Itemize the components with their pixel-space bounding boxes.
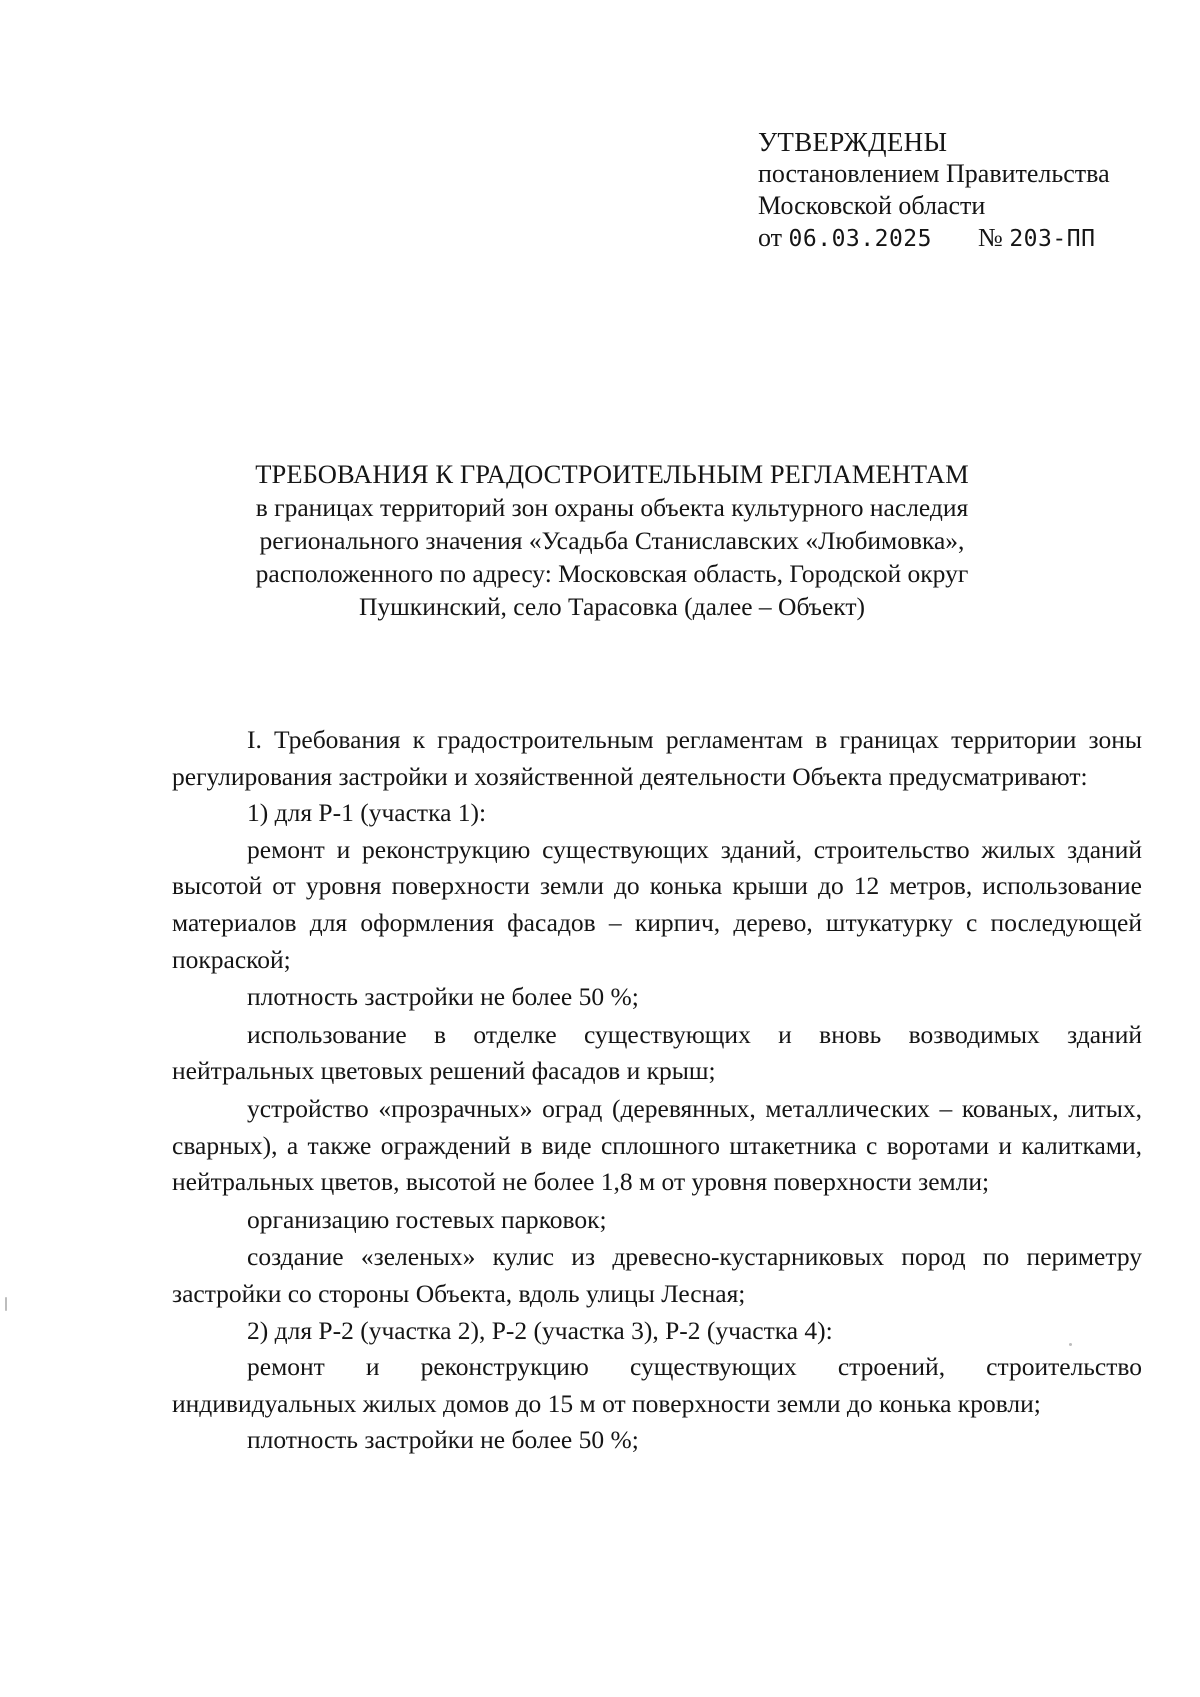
paragraph: плотность застройки не более 50 %;	[247, 1425, 639, 1455]
paragraph-section-1: I. Требования к градостроительным регламентам в границах территории зоны регулирования застройки и хозяйственной деятельности Объекта предусматривают:	[172, 725, 1142, 791]
date-prefix: от	[758, 223, 783, 252]
document-title	[220, 458, 1004, 623]
approval-date-line	[758, 222, 1158, 255]
approval-line-2: Московской области	[758, 191, 986, 220]
paragraph: ремонт и реконструкцию существующих строений, строительство индивидуальных жилых домов до 15 м от поверхности земли до конька кровли;	[172, 1352, 1142, 1418]
scan-speck	[5, 1297, 7, 1311]
paragraph-item-2: 2) для Р-2 (участка 2), Р-2 (участка 3), Р-2 (участка 4):	[247, 1315, 833, 1345]
paragraph-item-1: 1) для Р-1 (участка 1):	[247, 798, 487, 828]
title-line: расположенного по адресу: Московская область, Городской округ	[255, 559, 969, 588]
approval-heading: УТВЕРЖДЕНЫ	[758, 127, 948, 157]
paragraph: использование в отделке существующих и вновь возводимых зданий нейтральных цветовых решений фасадов и крыш;	[172, 1019, 1142, 1086]
approval-stamp	[758, 126, 1158, 255]
paragraph: плотность застройки не более 50 %;	[247, 982, 639, 1012]
paragraph: организацию гостевых парковок;	[247, 1204, 607, 1234]
document-body	[172, 722, 1142, 1459]
title-line: в границах территорий зон охраны объекта культурного наследия	[255, 493, 969, 522]
approval-date: 06.03.2025	[788, 226, 933, 252]
title-line: регионального значения «Усадьба Станиславских «Любимовка»,	[259, 526, 965, 555]
scan-speck	[1069, 1343, 1072, 1346]
approval-number: 203-ПП	[1009, 226, 1096, 252]
paragraph: создание «зеленых» кулис из древесно-кустарниковых пород по периметру застройки со стороны Объекта, вдоль улицы Лесная;	[172, 1242, 1142, 1308]
paragraph: ремонт и реконструкцию существующих зданий, строительство жилых зданий высотой от уровня поверхности земли до конька крыши до 12 метров, использование материалов для оформления фасадов – кирпич, дерево, штукатурку с последующей покраской;	[172, 834, 1142, 974]
paragraph: устройство «прозрачных» оград (деревянных, металлических – кованых, литых, сварных), а также ограждений в виде сплошного штакетника с воротами и калитками, нейтральных цветов, высотой не более 1,8 м от уровня поверхности земли;	[172, 1093, 1142, 1197]
number-sign: №	[978, 223, 1003, 252]
approval-line-1: постановлением Правительства	[758, 159, 1110, 188]
title-line: Пушкинский, село Тарасовка (далее – Объект)	[359, 592, 865, 621]
title-main: ТРЕБОВАНИЯ К ГРАДОСТРОИТЕЛЬНЫМ РЕГЛАМЕНТАМ	[255, 459, 969, 489]
